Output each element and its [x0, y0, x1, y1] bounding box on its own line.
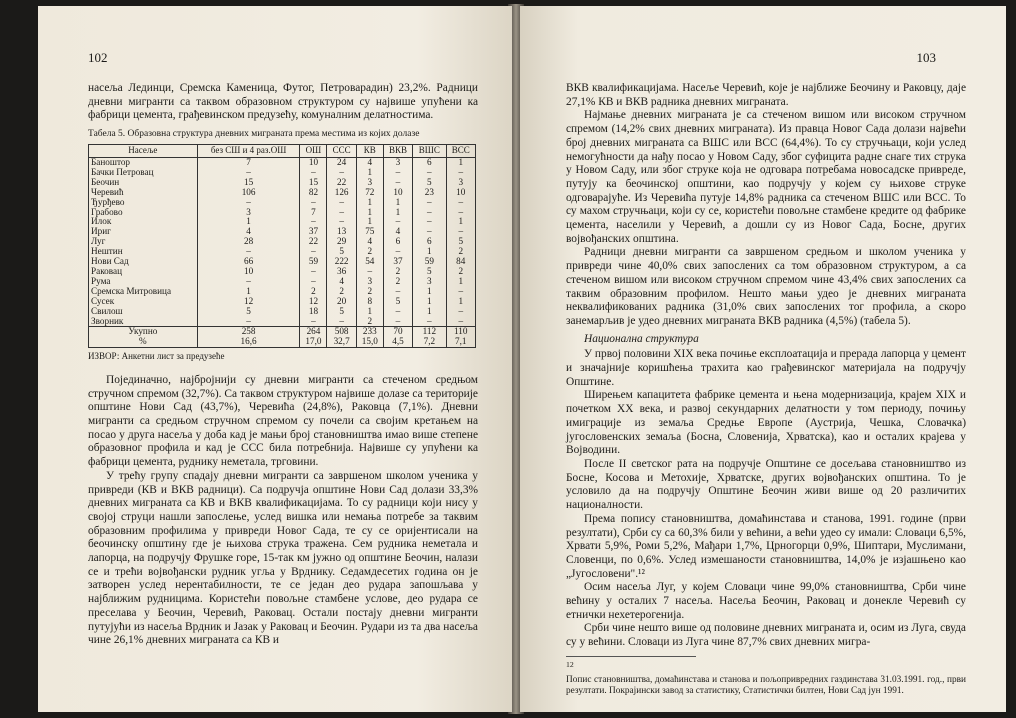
table-cell: 24 — [327, 158, 356, 168]
table-cell: – — [383, 307, 412, 317]
table-row — [89, 297, 476, 307]
table-cell: 110 — [446, 327, 475, 337]
table-cell: 3 — [413, 277, 446, 287]
table-cell: 36 — [327, 267, 356, 277]
table-cell: 66 — [197, 257, 300, 267]
body-paragraph: Најмање дневних миграната је са стеченом вишом или високом стручном спремом (14,2% свих дневних миграната). Из правца Новог Сада долази највећи број дневних миграната са ВШС или ВСС (64,4%). То су стручњаци, који услед немогућности да нађу посао у Новом Саду, због суфицита радне снаге тих струка у Новом Саду, или због струке која не одговара потребама новосадске привреде, путују ка беочинској општини, као подручју у којем су њихове струке одговарајуће. Из Черевића путује 14,8% радника са стеченом ВШС или ВСС. То су махом стручњаци, који су се, користећи повољне стамбене кредите од фабрике цемента, населили у Черевић, а дошли су из Новог Сада, Босне, других војвођанских општина. — [566, 109, 966, 245]
table-header-row — [89, 145, 476, 158]
table-row — [89, 208, 476, 218]
table-cell: 7 — [197, 158, 300, 168]
table-cell: 4,5 — [383, 337, 412, 347]
table-cell: 1 — [446, 297, 475, 307]
table-cell: 82 — [300, 188, 327, 198]
table-cell: – — [446, 208, 475, 218]
table-cell: – — [446, 287, 475, 297]
table-cell: 2 — [383, 267, 412, 277]
table-cell: – — [446, 317, 475, 327]
table-cell: 20 — [327, 297, 356, 307]
table-cell: 10 — [383, 188, 412, 198]
table-cell: 59 — [413, 257, 446, 267]
table-cell: – — [327, 317, 356, 327]
table-cell: 1 — [413, 247, 446, 257]
table-cell: – — [446, 168, 475, 178]
table-cell: 16,6 — [197, 337, 300, 347]
table-cell: 15 — [197, 178, 300, 188]
table-cell: 72 — [356, 188, 383, 198]
table-cell: 22 — [300, 237, 327, 247]
table-cell: 1 — [197, 287, 300, 297]
table-cell: 3 — [197, 208, 300, 218]
table-cell: 5 — [383, 297, 412, 307]
table-cell: 3 — [446, 178, 475, 188]
left-page — [38, 6, 512, 712]
section-title: Национална структура — [584, 332, 699, 345]
table-cell: – — [413, 208, 446, 218]
table-row — [89, 198, 476, 208]
table-cell: – — [300, 247, 327, 257]
footnote-text: Попис становништва, домаћинстава и станова и пољопривредних газдинстава 31.03.1991. год., први резултати. Покрајински завод за статистику, Статистички билтен, Нови Сад јун 1991. — [566, 674, 966, 696]
table-cell: 5 — [446, 237, 475, 247]
table-cell: – — [197, 247, 300, 257]
table-cell: 4 — [327, 277, 356, 287]
table-header-cell: без СШ и 4 раз.ОШ — [197, 145, 300, 158]
table-cell: – — [446, 307, 475, 317]
table-cell: 28 — [197, 237, 300, 247]
table-cell: 4 — [356, 158, 383, 168]
table-cell: – — [300, 217, 327, 227]
table-cell: – — [300, 168, 327, 178]
body-paragraph: Срби чине нешто више од половине дневних миграната и, осим из Луга, свуда су у већини. Словаци из Луга чине 87,7% свих дневних мигра- — [566, 622, 966, 649]
table-cell: 2 — [356, 287, 383, 297]
table-cell: – — [383, 317, 412, 327]
body-paragraph: У трећу групу спадају дневни мигранти са завршеном школом ученика у привреди (КВ и ВКВ радници). Са подручја општине Нови Сад долази 33,3% дневних миграната са КВ и ВКВ квалификацијама. То су радници који нису у својој струци нашли запослење, услед вишка или немања потребе за таквим образовним профилима у привреди Новог Сада, те су се оријентисали на беочинску општину где је њихова струка тражена. Сем рудника неметала и лапорца, на подручју Фрушке горе, 15-так км јужно од општине Беочин, налази се и трећи војвођански рудник угља у Врднику. Седамдесетих година он је затворен услед нерентабилности, те се један део рудара запошљава у најближим рудницима. Користећи повољне стамбене услове, део рудара се преселава у Беочин, Черевић, Раковац. Остали постају дневни мигранти путујући из насеља Врдник и Јазак у Раковац и Беочин. Рудари из та два насеља чине 26,1% дневних миграната са КВ и — [88, 469, 478, 647]
table-cell: Илок — [89, 217, 198, 227]
table-header-cell: ВКВ — [383, 145, 412, 158]
table-row — [89, 307, 476, 317]
table-cell: 2 — [446, 267, 475, 277]
table-row — [89, 237, 476, 247]
table-cell: 258 — [197, 327, 300, 337]
table-row — [89, 247, 476, 257]
table-row — [89, 188, 476, 198]
table-cell: – — [327, 208, 356, 218]
table-cell: 264 — [300, 327, 327, 337]
table-cell: 1 — [197, 217, 300, 227]
table-cell: 3 — [383, 158, 412, 168]
table-cell: – — [197, 317, 300, 327]
right-text-block — [566, 82, 966, 697]
table-cell: 1 — [356, 168, 383, 178]
table-cell: 508 — [327, 327, 356, 337]
table-cell: 106 — [197, 188, 300, 198]
table-cell: 15 — [300, 178, 327, 188]
table-cell: 4 — [356, 237, 383, 247]
body-paragraph: Према попису становништва, домаћинстава и станова, 1991. године (први резултати), Срби су са 60,3% били у већини, а већи удео су имали: Словаци 6,5%, Хрвати 5,9%, Роми 5,2%, Мађари 1,7%, Црногорци 0,9%, Шиптари, Муслимани, Словенци, по 0,6%. Услед измешаности становништва, 14,0% је изјашњено као „Југословени".¹² — [566, 512, 966, 580]
education-table — [88, 144, 476, 348]
table-caption: Табела 5. Образовна структура дневних миграната према местима из којих долазе — [88, 129, 420, 140]
table-cell: – — [197, 277, 300, 287]
table-cell: – — [327, 168, 356, 178]
table-header-cell: ВШС — [413, 145, 446, 158]
table-cell: – — [446, 227, 475, 237]
table-cell: 22 — [327, 178, 356, 188]
table-cell: – — [300, 198, 327, 208]
table-source: ИЗВОР: Анкетни лист за предузеће — [88, 351, 225, 362]
table-cell: – — [383, 247, 412, 257]
table-body — [89, 158, 476, 348]
table-header-cell: ВСС — [446, 145, 475, 158]
table-cell: Нештин — [89, 247, 198, 257]
table-cell: 32,7 — [327, 337, 356, 347]
table-cell: 2 — [300, 287, 327, 297]
table-cell: 1 — [413, 297, 446, 307]
table-cell: 5 — [197, 307, 300, 317]
table-cell: – — [327, 198, 356, 208]
table-row — [89, 337, 476, 347]
table-cell: – — [300, 267, 327, 277]
table-cell: Рума — [89, 277, 198, 287]
table-cell: – — [413, 227, 446, 237]
table-cell: 75 — [356, 227, 383, 237]
footnote-marker: 12 — [566, 659, 574, 669]
table-cell: 6 — [413, 237, 446, 247]
table-cell: Грабово — [89, 208, 198, 218]
table-cell: 10 — [197, 267, 300, 277]
table-cell: 2 — [446, 247, 475, 257]
table-cell: Черевић — [89, 188, 198, 198]
table-header-cell: ССС — [327, 145, 356, 158]
body-paragraph: У првој половини XIX века почиње експлоатација и прерада лапорца у цемент и значајније коришћења трахита као грађевинског материјала на подручју Општине. — [566, 348, 966, 388]
table-cell: 1 — [413, 287, 446, 297]
table-cell: – — [413, 217, 446, 227]
table-cell: 1 — [356, 307, 383, 317]
table-cell: 15,0 — [356, 337, 383, 347]
table-cell: 1 — [446, 277, 475, 287]
table-cell: 54 — [356, 257, 383, 267]
table-cell: 17,0 — [300, 337, 327, 347]
table-cell: 5 — [327, 307, 356, 317]
table-cell: – — [413, 198, 446, 208]
table-cell: – — [383, 287, 412, 297]
table-cell: – — [300, 277, 327, 287]
left-text-block — [88, 82, 478, 648]
body-paragraph: Осим насеља Луг, у којем Словаци чине 99,0% становништва, Срби чине већину у осталих 7 насеља. Насеља Беочин, Раковац и донекле Черевић су етнички нехетерогенија. — [566, 581, 966, 621]
table-cell: Сусек — [89, 297, 198, 307]
table-cell: 4 — [383, 227, 412, 237]
table-cell: 10 — [300, 158, 327, 168]
intro-paragraph: насеља Лединци, Сремска Каменица, Футог, Петроварадин) 23,2%. Радници дневни мигранти са таквом образовном структуром су највише упућени ка фабрици цемента, грађевинском предузећу, комуналним делатностима. — [88, 82, 478, 122]
table-cell: 222 — [327, 257, 356, 267]
table-row — [89, 267, 476, 277]
table-cell: – — [383, 178, 412, 188]
table-cell: 70 — [383, 327, 412, 337]
table-cell: 1 — [446, 217, 475, 227]
page-number: 102 — [88, 50, 108, 65]
table-cell: 37 — [383, 257, 412, 267]
table-row — [89, 227, 476, 237]
table-header-cell: Насеље — [89, 145, 198, 158]
table-cell: – — [383, 217, 412, 227]
table-cell: 233 — [356, 327, 383, 337]
table-row — [89, 317, 476, 327]
table-cell: 84 — [446, 257, 475, 267]
table-cell: 7 — [300, 208, 327, 218]
table-cell: Ђурђево — [89, 198, 198, 208]
table-cell: – — [383, 168, 412, 178]
table-cell: 12 — [197, 297, 300, 307]
table-cell: 1 — [446, 158, 475, 168]
table-cell: Бачки Петровац — [89, 168, 198, 178]
table-cell: – — [197, 198, 300, 208]
table-cell: Баноштор — [89, 158, 198, 168]
table-cell: 13 — [327, 227, 356, 237]
table-row — [89, 287, 476, 297]
table-cell: 37 — [300, 227, 327, 237]
table-cell: Зворник — [89, 317, 198, 327]
table-cell: – — [197, 168, 300, 178]
table-cell: – — [413, 168, 446, 178]
table-cell: 2 — [383, 277, 412, 287]
right-page — [520, 6, 1006, 712]
table-cell: 8 — [356, 297, 383, 307]
table-header-cell: КВ — [356, 145, 383, 158]
body-paragraph: ВКВ квалификацијама. Насеље Черевић, које је најближе Беочину и Раковцу, даје 27,1% КВ и ВКВ радника дневних миграната. — [566, 82, 966, 108]
table-cell: 1 — [356, 208, 383, 218]
table-cell: – — [356, 267, 383, 277]
table-cell: 10 — [446, 188, 475, 198]
table-cell: 2 — [356, 247, 383, 257]
table-cell: 1 — [413, 307, 446, 317]
table-cell: – — [413, 317, 446, 327]
table-cell: 3 — [356, 178, 383, 188]
table-cell: Сремска Митровица — [89, 287, 198, 297]
table-cell: 2 — [356, 317, 383, 327]
table-cell: 1 — [356, 198, 383, 208]
body-paragraph: Радници дневни мигранти са завршеном средњом и школом ученика у привреди чине 40,0% свих запослених са том образовном структуром, а са стеченом вишом или високом стручном спремом чине 43,4% свих запослених са таквим образовним профилом. Нешто мањи удео је дневних миграната неквалификованих радника (31,0% свих запослених тог профила, а скоро занемарљив је удео дневних миграната ВКВ радника (4,5%) (табела 5). — [566, 246, 966, 327]
table-cell: % — [89, 337, 198, 347]
table-cell: 7,2 — [413, 337, 446, 347]
table-cell: 5 — [413, 267, 446, 277]
table-cell: 112 — [413, 327, 446, 337]
body-paragraph: Појединачно, најбројнији су дневни мигранти са стеченом средњом стручном спремом (32,7%). Са таквом структуром највише долазе са територије општине Нови Сад (43,7%), Черевића (24,8%), Раковца (7,1%). Дневни мигранти са средњом стручном спремом су почели са својим кретањем на посао у друга насеља у доба кад је мањи број становништва имао више степене образовног профила и кад је ССС била потребнија. Највише су упућени ка фабрици цемента, руднику неметала, трговини. — [88, 373, 478, 469]
table-cell: 2 — [327, 287, 356, 297]
table-cell: 12 — [300, 297, 327, 307]
table-cell: 4 — [197, 227, 300, 237]
table-row — [89, 168, 476, 178]
footnote-separator — [566, 656, 696, 675]
table-row — [89, 257, 476, 267]
table-cell: 3 — [356, 277, 383, 287]
table-cell: – — [446, 198, 475, 208]
table-cell: 23 — [413, 188, 446, 198]
table-cell: 1 — [383, 208, 412, 218]
table-cell: 1 — [383, 198, 412, 208]
table-cell: 59 — [300, 257, 327, 267]
table-cell: Раковац — [89, 267, 198, 277]
table-cell: Луг — [89, 237, 198, 247]
table-header-cell: ОШ — [300, 145, 327, 158]
table-cell: 7,1 — [446, 337, 475, 347]
table-cell: Свилош — [89, 307, 198, 317]
table-cell: 5 — [413, 178, 446, 188]
table-cell: Ириг — [89, 227, 198, 237]
page-number: 103 — [916, 50, 936, 65]
table-cell: – — [327, 217, 356, 227]
body-paragraph: После II светског рата на подручје Општине се досељава становништво из Босне, Косова и Метохије, Хрватске, других војвођанских општина. То је условило да на подручју Општине Беочин живи више од 20 различитих националности. — [566, 457, 966, 512]
table-cell: 6 — [413, 158, 446, 168]
table-cell: Беочин — [89, 178, 198, 188]
body-paragraph: Ширењем капацитета фабрике цемента и њена модернизација, крајем XIX и почетком XX века, и развој секундарних делатности у том периоду, почињу имиграције из земаља Средње Европе (Аустрија, Чешка, Словачка) југословенских земаља (Босна, Словенија, Хрватска), као и осталих крајева у Војводини. — [566, 389, 966, 457]
table-cell: 29 — [327, 237, 356, 247]
table-cell: 18 — [300, 307, 327, 317]
table-cell: 5 — [327, 247, 356, 257]
table-cell: 6 — [383, 237, 412, 247]
table-cell: Нови Сад — [89, 257, 198, 267]
table-cell: 1 — [356, 217, 383, 227]
table-cell: – — [300, 317, 327, 327]
table-cell: Укупно — [89, 327, 198, 337]
table-cell: 126 — [327, 188, 356, 198]
table-row — [89, 217, 476, 227]
table-row — [89, 178, 476, 188]
